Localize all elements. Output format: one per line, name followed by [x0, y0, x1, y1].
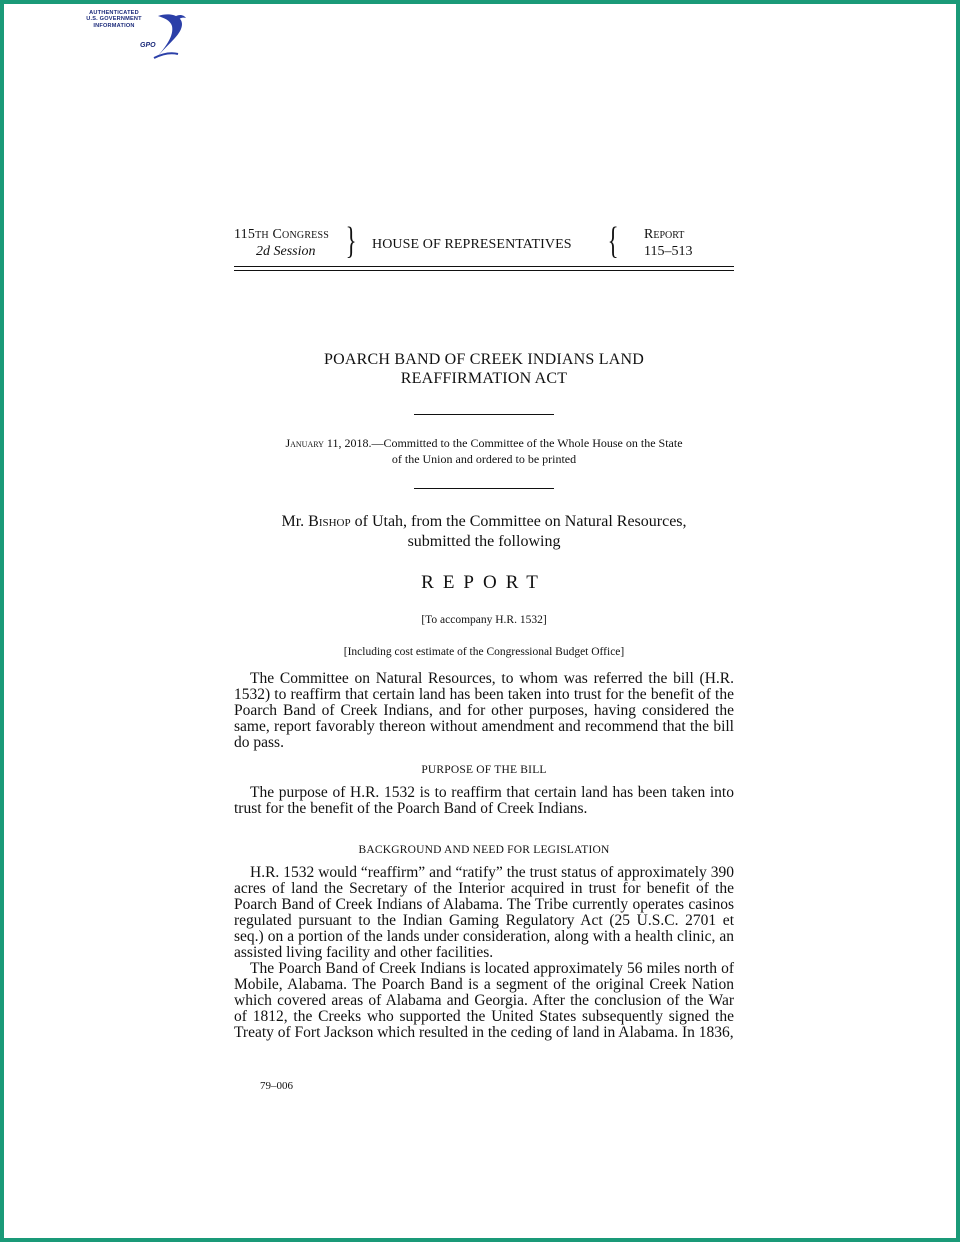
sponsor-name: Bishop: [308, 513, 351, 530]
seal-line-2: U.S. GOVERNMENT: [86, 16, 142, 23]
divider-rule-2: [414, 488, 554, 489]
report-number-block: [644, 226, 692, 260]
including-note: [Including cost estimate of the Congressional Budget Office]: [343, 646, 625, 658]
seal-line-1: AUTHENTICATED: [89, 10, 139, 16]
accompany-note: [To accompany H.R. 1532]: [421, 614, 547, 626]
seal-text: [70, 10, 158, 29]
sponsor-line-2: submitted the following: [407, 533, 561, 550]
dateline-line-2: of the Union and ordered to be printed: [391, 452, 577, 466]
dateline-text: —Committed to the Committee of the Whole House on the State: [371, 436, 683, 450]
sponsor-prefix: Mr.: [281, 513, 309, 530]
report-number: 115–513: [644, 244, 693, 259]
seal-line-3: INFORMATION: [93, 22, 135, 29]
intro-paragraph: [234, 671, 734, 751]
gpo-authentication-seal: [70, 8, 190, 64]
job-number: 79–006: [260, 1080, 293, 1092]
report-heading: REPORT: [421, 572, 547, 593]
sponsor-statement: [234, 512, 734, 552]
chamber-label: HOUSE OF REPRESENTATIVES: [372, 237, 572, 252]
header-rule-top: [234, 266, 734, 267]
seal-gpo-label: GPO: [140, 42, 156, 49]
congress-session: [234, 226, 329, 260]
report-label: Report: [644, 227, 685, 242]
sponsor-rest: of Utah, from the Committee on Natural Resources,: [350, 513, 687, 530]
background-paragraph-1: H.R. 1532 would “reaffirm” and “ratify” the trust status of approximately 390 acres of land the Secretary of the Interior acquired in trust for benefit of the Poarch Band of Creek Indians of Alabama. The Tribe currently operates casinos regulated pursuant to the Indian Gaming Regulatory Act (25 U.S.C. 2701 et seq.) on a portion of the lands under consideration, along with a health clinic, an assisted living facility and other facilities.: [234, 864, 734, 961]
title-line-2: REAFFIRMATION ACT: [400, 370, 568, 387]
dateline: [234, 435, 734, 467]
divider-rule-1: [414, 414, 554, 415]
purpose-heading: PURPOSE OF THE BILL: [421, 764, 547, 776]
right-brace: {: [607, 220, 619, 262]
session-label: 2d Session: [256, 244, 316, 259]
dateline-date: January 11, 2018.: [285, 436, 372, 450]
left-brace: }: [345, 220, 357, 262]
background-section: [234, 865, 734, 1041]
purpose-paragraph: [234, 785, 734, 817]
header-rule-bottom: [234, 270, 734, 271]
eagle-icon: [152, 12, 188, 64]
title-line-1: POARCH BAND OF CREEK INDIANS LAND: [324, 351, 644, 368]
purpose-text: The purpose of H.R. 1532 is to reaffirm that certain land has been taken into trust for the benefit of the Poarch Band of Creek Indians.: [234, 784, 734, 817]
congress-label: 115th Congress: [234, 227, 330, 242]
bill-title: [234, 350, 734, 388]
background-heading: BACKGROUND AND NEED FOR LEGISLATION: [358, 844, 610, 856]
intro-text: The Committee on Natural Resources, to whom was referred the bill (H.R. 1532) to reaffirm that certain land has been taken into trust for the benefit of the Poarch Band of Creek Indians, and for other purposes, having considered the same, report favorably thereon without amendment and recommend that the bill do pass.: [234, 670, 734, 751]
background-paragraph-2: The Poarch Band of Creek Indians is located approximately 56 miles north of Mobile, Alabama. The Poarch Band is a segment of the original Creek Nation which covered areas of Alabama and Georgia. After the conclusion of the War of 1812, the Creeks who supported the United States subsequently signed the Treaty of Fort Jackson which resulted in the ceding of land in Alabama. In 1836,: [234, 960, 734, 1041]
